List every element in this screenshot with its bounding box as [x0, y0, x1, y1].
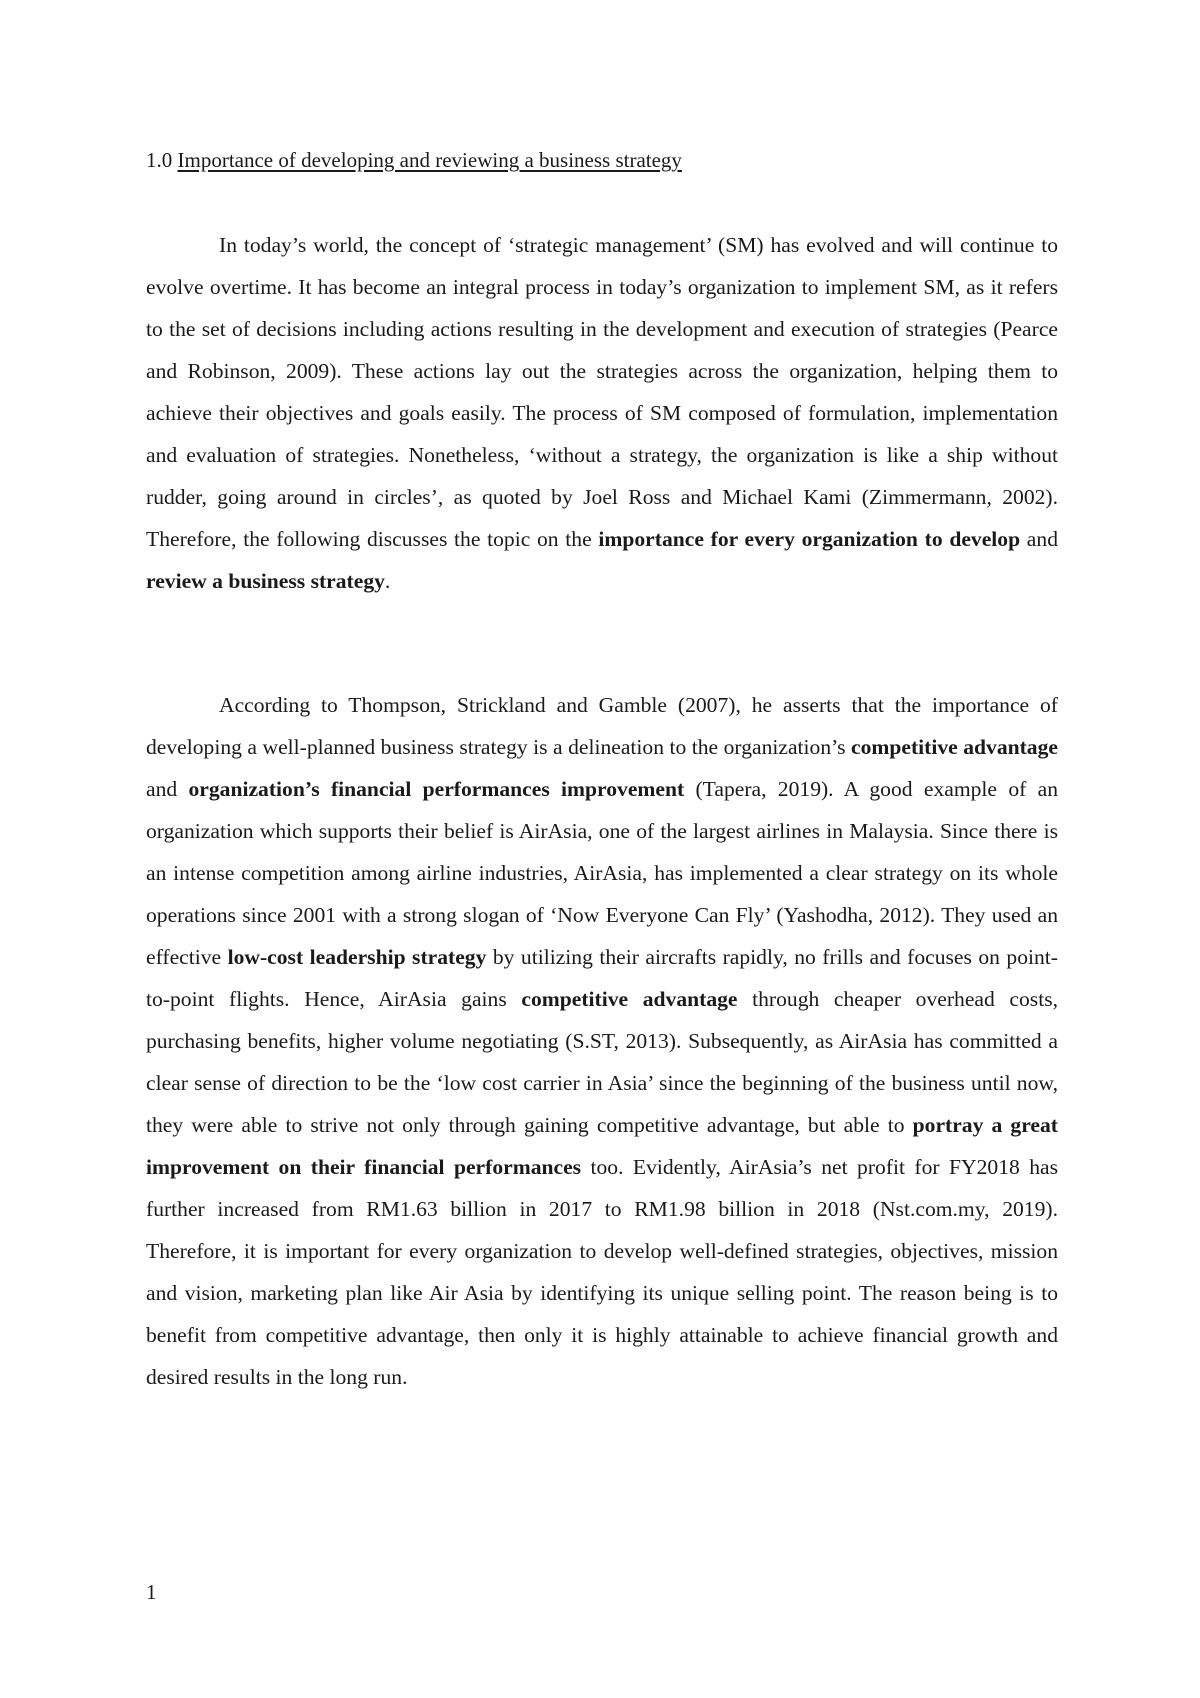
- section-number: 1.0: [146, 148, 173, 172]
- paragraph-1-bold-2: review a business strategy: [146, 569, 385, 593]
- paragraph-2-text-3: (Tapera, 2019). A good example of an organization which supports their belief is AirAsia, one of the largest airlines in Malaysia. Since there is an intense competition among airline industries, AirAsia, has implemented a clear strategy on its whole operations since 2001 with a strong slogan of ‘Now Everyone Can Fly’ (Yashodha, 2012). They used an effective: [146, 777, 1058, 969]
- paragraph-1: [146, 224, 1058, 602]
- paragraph-2-text-2: and: [146, 777, 189, 801]
- paragraph-2-text-6: too. Evidently, AirAsia’s net profit for FY2018 has further increased from RM1.63 billion in 2017 to RM1.98 billion in 2018 (Nst.com.my, 2019). Therefore, it is important for every organization to develop well-defined strategies, objectives, mission and vision, marketing plan like Air Asia by identifying its unique selling point. The reason being is to benefit from competitive advantage, then only it is highly attainable to achieve financial growth and desired results in the long run.: [146, 1155, 1058, 1389]
- paragraph-2-bold-1: competitive advantage: [851, 735, 1058, 759]
- paragraph-1-text-3: .: [384, 569, 391, 593]
- paragraph-2: [146, 684, 1058, 1398]
- paragraph-2-text-1: According to Thompson, Strickland and Gamble (2007), he asserts that the importance of developing a well-planned business strategy is a delineation to the organization’s: [146, 693, 1058, 759]
- section-title: Importance of developing and reviewing a business strategy: [177, 148, 682, 172]
- paragraph-2-bold-4: competitive advantage: [521, 987, 738, 1011]
- paragraph-2-bold-2: organization’s financial performances improvement: [188, 777, 685, 801]
- paragraph-1-text-2: and: [1020, 527, 1058, 551]
- paragraph-2-text-5: through cheaper overhead costs, purchasing benefits, higher volume negotiating (S.ST, 2013). Subsequently, as AirAsia has committed a clear sense of direction to be the ‘low cost carrier in Asia’ since the beginning of the business until now, they were able to strive not only through gaining competitive advantage, but able to: [146, 987, 1058, 1137]
- paragraph-2-text-4: by utilizing their aircrafts rapidly, no frills and focuses on point-to-point flights. Hence, AirAsia gains: [146, 945, 1058, 1011]
- paragraph-1-bold-1: importance for every organization to develop: [598, 527, 1021, 551]
- page-number: 1: [146, 1580, 157, 1604]
- paragraph-2-bold-5: portray a great improvement on their financial performances: [146, 1113, 1058, 1179]
- paragraph-1-text-1: In today’s world, the concept of ‘strategic management’ (SM) has evolved and will continue to evolve overtime. It has become an integral process in today’s organization to implement SM, as it refers to the set of decisions including actions resulting in the development and execution of strategies (Pearce and Robinson, 2009). These actions lay out the strategies across the organization, helping them to achieve their objectives and goals easily. The process of SM composed of formulation, implementation and evaluation of strategies. Nonetheless, ‘without a strategy, the organization is like a ship without rudder, going around in circles’, as quoted by Joel Ross and Michael Kami (Zimmermann, 2002). Therefore, the following discusses the topic on the: [146, 233, 1058, 551]
- paragraph-2-bold-3: low-cost leadership strategy: [227, 945, 487, 969]
- section-heading: [146, 146, 1076, 174]
